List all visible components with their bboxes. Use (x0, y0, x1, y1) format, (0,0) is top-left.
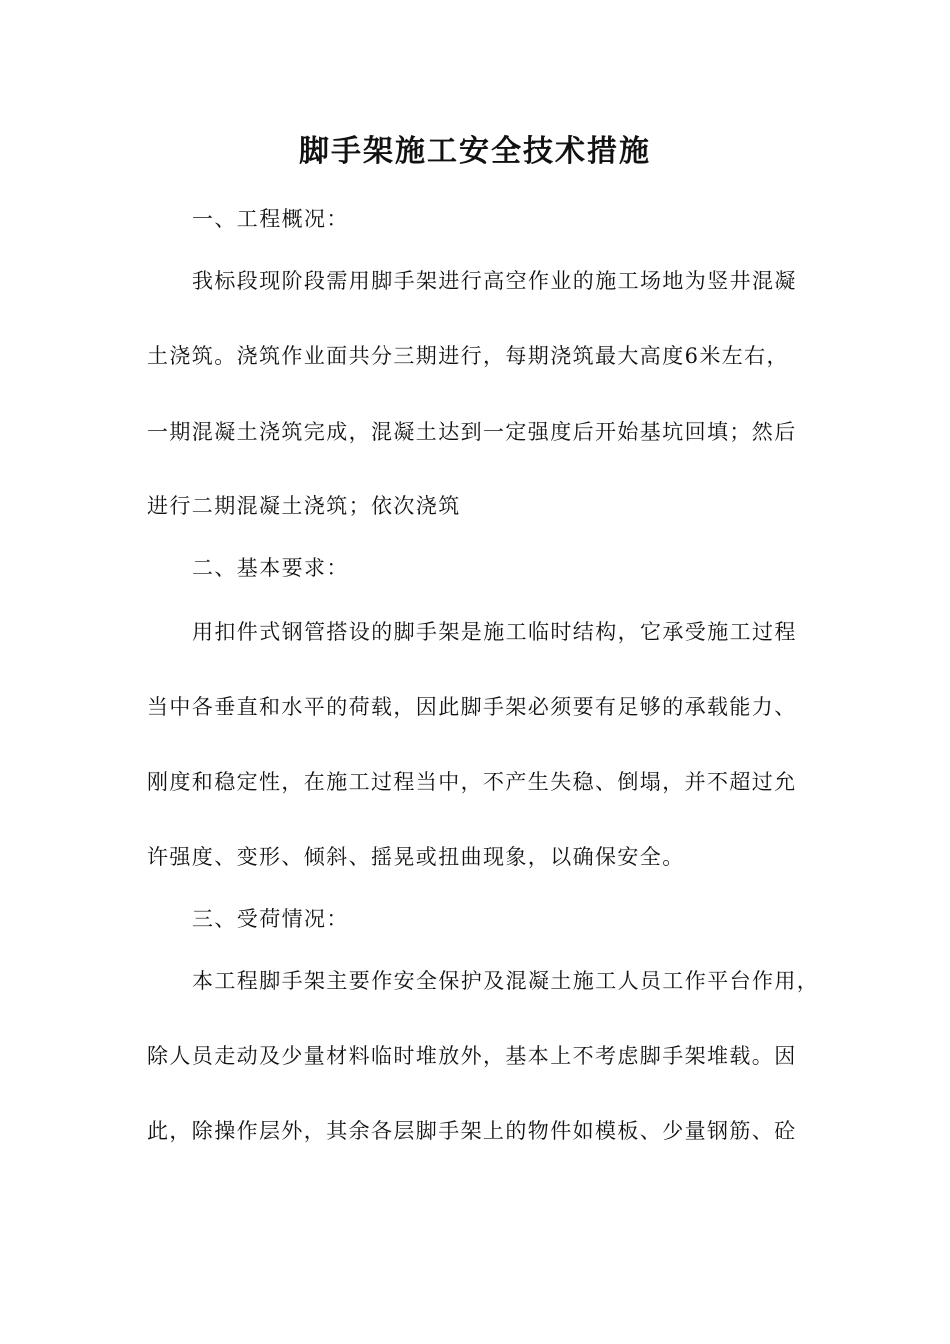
paragraph-line: 刚度和稳定性，在施工过程当中，不产生失稳、倒塌，并不超过允 (147, 770, 797, 794)
paragraph-line: 本工程脚手架主要作安全保护及混凝土施工人员工作平台作用， (192, 969, 820, 993)
paragraph-line: 我标段现阶段需用脚手架进行高空作业的施工场地为竖井混凝 (192, 269, 797, 293)
section-heading-load-conditions: 三、受荷情况： (192, 907, 349, 931)
paragraph-line: 除人员走动及少量材料临时堆放外，基本上不考虑脚手架堆载。因 (147, 1044, 797, 1068)
paragraph-line: 许强度、变形、倾斜、摇晃或扭曲现象，以确保安全。 (147, 845, 685, 869)
paragraph-line: 一期混凝土浇筑完成，混凝土达到一定强度后开始基坑回填；然后 (147, 420, 797, 444)
document-title: 脚手架施工安全技术措施 (299, 134, 651, 169)
section-heading-project-overview: 一、工程概况： (192, 207, 349, 231)
paragraph-line: 进行二期混凝土浇筑；依次浇筑 (147, 494, 461, 518)
paragraph-line: 当中各垂直和水平的荷载，因此脚手架必须要有足够的承载能力、 (147, 695, 797, 719)
paragraph-line: 用扣件式钢管搭设的脚手架是施工临时结构，它承受施工过程 (192, 620, 797, 644)
paragraph-line: 土浇筑。浇筑作业面共分三期进行，每期浇筑最大高度6米左右， (147, 344, 789, 368)
paragraph-line: 此，除操作层外，其余各层脚手架上的物件如模板、少量钢筋、砼 (147, 1119, 797, 1143)
section-heading-basic-requirements: 二、基本要求： (192, 556, 349, 580)
